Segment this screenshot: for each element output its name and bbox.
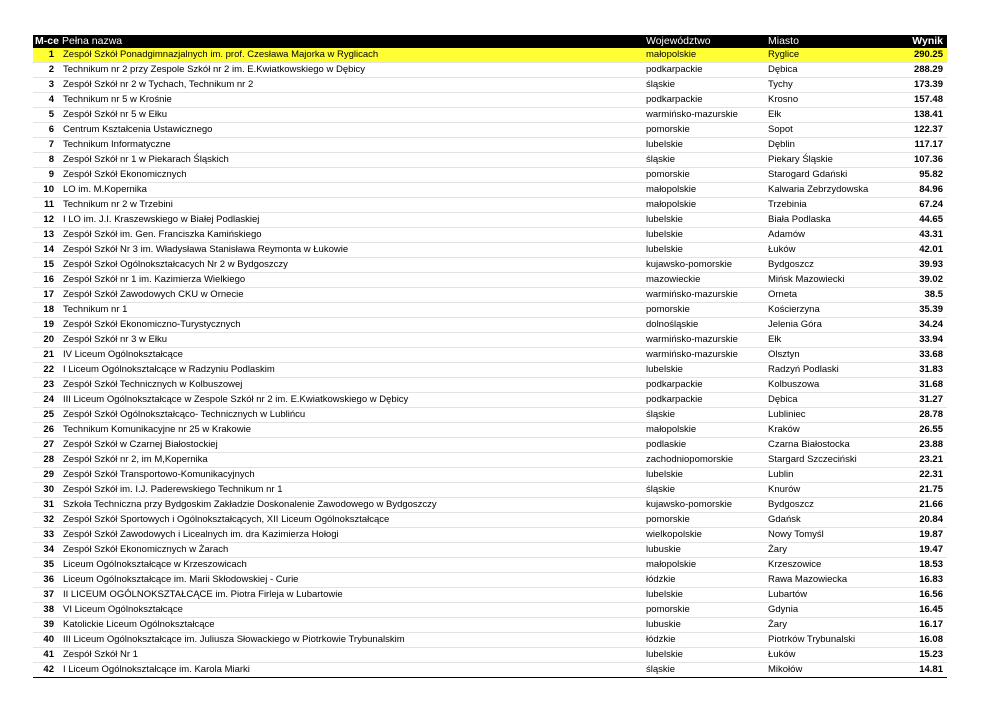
row-name: Zespół Szkół Zawodowych CKU w Ornecie [60,288,644,303]
row-name: Zespół Szkół nr 1 w Piekarach Śląskich [60,153,644,168]
row-rank: 39 [33,618,60,633]
row-name: Zespół Szkół nr 2 w Tychach, Technikum nr 2 [60,78,644,93]
row-voivodeship: lubelskie [644,243,766,258]
table-row [33,138,947,153]
row-rank: 42 [33,663,60,678]
table-header [33,35,947,48]
row-city: Mikołów [766,663,904,678]
row-voivodeship: małopolskie [644,198,766,213]
row-rank: 37 [33,588,60,603]
row-voivodeship: lubelskie [644,213,766,228]
row-name: Zespół Szkół Technicznych w Kolbuszowej [60,378,644,393]
row-name: Zespół Szkół w Czarnej Białostockiej [60,438,644,453]
row-name: Katolickie Liceum Ogólnokształcące [60,618,644,633]
row-city: Żary [766,618,904,633]
row-city: Gdynia [766,603,904,618]
row-name: Zespół Szkoł Ogólnokształcacych Nr 2 w Bydgoszczy [60,258,644,273]
row-rank: 17 [33,288,60,303]
row-voivodeship: mazowieckie [644,273,766,288]
row-rank: 18 [33,303,60,318]
row-name: III Liceum Ogólnokształcące im. Juliusza Słowackiego w Piotrkowie Trybunalskim [60,633,644,648]
row-name: I Liceum Ogólnokształcące im. Karola Miarki [60,663,644,678]
table-row [33,183,947,198]
row-rank: 29 [33,468,60,483]
row-name: Liceum Ogólnokształcące w Krzeszowicach [60,558,644,573]
row-rank: 13 [33,228,60,243]
row-city: Ełk [766,108,904,123]
table-row [33,513,947,528]
row-rank: 21 [33,348,60,363]
row-city: Gdańsk [766,513,904,528]
row-name: Zespół Szkół nr 1 im. Kazimierza Wielkiego [60,273,644,288]
row-voivodeship: śląskie [644,78,766,93]
row-name: Technikum nr 2 w Trzebini [60,198,644,213]
row-name: Zespół Szkół im. I.J. Paderewskiego Technikum nr 1 [60,483,644,498]
row-name: VI Liceum Ogólnokształcące [60,603,644,618]
row-rank: 16 [33,273,60,288]
row-rank: 22 [33,363,60,378]
table-row [33,318,947,333]
row-score: 42.01 [904,243,947,258]
row-score: 43.31 [904,228,947,243]
row-rank: 31 [33,498,60,513]
row-name: Zespół Szkół Ogólnokształcąco- Technicznych w Lublińcu [60,408,644,423]
row-city: Kolbuszowa [766,378,904,393]
row-voivodeship: lubuskie [644,618,766,633]
table-row [33,573,947,588]
row-rank: 40 [33,633,60,648]
row-voivodeship: lubelskie [644,648,766,663]
table-row [33,588,947,603]
row-name: Zespół Szkół Ekonomicznych [60,168,644,183]
row-score: 15.23 [904,648,947,663]
row-city: Ełk [766,333,904,348]
row-rank: 12 [33,213,60,228]
row-name: Zespół Szkół Zawodowych i Licealnych im. dra Kazimierza Hołogi [60,528,644,543]
row-score: 138.41 [904,108,947,123]
row-score: 16.45 [904,603,947,618]
row-score: 84.96 [904,183,947,198]
table-row [33,348,947,363]
row-name: Zespół Szkół nr 5 w Ełku [60,108,644,123]
row-voivodeship: zachodniopomorskie [644,453,766,468]
header-score: Wynik [912,35,943,47]
row-name: I LO im. J.I. Kraszewskiego w Białej Podlaskiej [60,213,644,228]
row-voivodeship: małopolskie [644,558,766,573]
row-city: Dębica [766,393,904,408]
row-rank: 35 [33,558,60,573]
row-score: 288.29 [904,63,947,78]
row-voivodeship: lubelskie [644,138,766,153]
row-rank: 14 [33,243,60,258]
row-city: Biała Podlaska [766,213,904,228]
table-row [33,393,947,408]
row-score: 38.5 [904,288,947,303]
row-name: Zespół Szkół Ponadgimnazjalnych im. prof. Czesława Majorka w Ryglicach [60,48,644,63]
table-row [33,423,947,438]
header-city: Miasto [768,35,799,47]
row-voivodeship: warmińsko-mazurskie [644,348,766,363]
table-row [33,288,947,303]
row-voivodeship: małopolskie [644,423,766,438]
row-score: 20.84 [904,513,947,528]
row-voivodeship: łódzkie [644,573,766,588]
row-city: Lubliniec [766,408,904,423]
row-voivodeship: lubelskie [644,588,766,603]
row-voivodeship: dolnośląskie [644,318,766,333]
row-rank: 8 [33,153,60,168]
row-score: 35.39 [904,303,947,318]
table-row [33,213,947,228]
row-score: 22.31 [904,468,947,483]
row-name: Zespół Szkół nr 2, im M,Kopernika [60,453,644,468]
row-rank: 24 [33,393,60,408]
row-name: Zespół Szkół Transportowo-Komunikacyjnych [60,468,644,483]
row-voivodeship: małopolskie [644,48,766,63]
table-row [33,93,947,108]
ranking-sheet [33,35,947,678]
table-row [33,528,947,543]
table-row [33,483,947,498]
row-rank: 33 [33,528,60,543]
table-row [33,108,947,123]
row-name: Centrum Kształcenia Ustawicznego [60,123,644,138]
row-voivodeship: podkarpackie [644,63,766,78]
row-score: 117.17 [904,138,947,153]
row-rank: 4 [33,93,60,108]
row-name: Zespół Szkół Nr 3 im. Władysława Stanisława Reymonta w Łukowie [60,243,644,258]
table-row [33,333,947,348]
row-score: 21.66 [904,498,947,513]
row-score: 28.78 [904,408,947,423]
row-city: Kościerzyna [766,303,904,318]
row-name: Zespół Szkół Nr 1 [60,648,644,663]
row-rank: 41 [33,648,60,663]
table-row [33,243,947,258]
row-voivodeship: lubelskie [644,468,766,483]
table-row [33,633,947,648]
row-score: 157.48 [904,93,947,108]
row-city: Krzeszowice [766,558,904,573]
row-rank: 5 [33,108,60,123]
row-rank: 19 [33,318,60,333]
row-voivodeship: podkarpackie [644,393,766,408]
row-voivodeship: lubuskie [644,543,766,558]
row-city: Olsztyn [766,348,904,363]
row-city: Rawa Mazowiecka [766,573,904,588]
row-score: 16.17 [904,618,947,633]
row-name: Zespół Szkół Ekonomiczno-Turystycznych [60,318,644,333]
row-voivodeship: śląskie [644,483,766,498]
row-name: I Liceum Ogólnokształcące w Radzyniu Podlaskim [60,363,644,378]
row-city: Lublin [766,468,904,483]
table-row [33,258,947,273]
table-row [33,168,947,183]
row-voivodeship: śląskie [644,663,766,678]
row-city: Piekary Śląskie [766,153,904,168]
row-name: II LICEUM OGÓLNOKSZTAŁCĄCE im. Piotra Firleja w Lubartowie [60,588,644,603]
row-score: 19.47 [904,543,947,558]
table-row [33,228,947,243]
row-score: 16.56 [904,588,947,603]
row-voivodeship: łódzkie [644,633,766,648]
row-city: Ryglice [766,48,904,63]
row-voivodeship: warmińsko-mazurskie [644,288,766,303]
row-voivodeship: lubelskie [644,363,766,378]
table-row [33,123,947,138]
row-city: Sopot [766,123,904,138]
row-score: 34.24 [904,318,947,333]
table-row [33,303,947,318]
row-voivodeship: małopolskie [644,183,766,198]
row-score: 23.88 [904,438,947,453]
row-score: 44.65 [904,213,947,228]
row-city: Knurów [766,483,904,498]
row-rank: 20 [33,333,60,348]
table-row [33,618,947,633]
row-rank: 27 [33,438,60,453]
row-name: Technikum nr 1 [60,303,644,318]
row-score: 26.55 [904,423,947,438]
row-city: Piotrków Trybunalski [766,633,904,648]
row-rank: 6 [33,123,60,138]
row-city: Łuków [766,243,904,258]
row-city: Czarna Białostocka [766,438,904,453]
row-voivodeship: warmińsko-mazurskie [644,108,766,123]
table-row [33,603,947,618]
row-score: 33.94 [904,333,947,348]
row-score: 33.68 [904,348,947,363]
row-score: 122.37 [904,123,947,138]
table-row [33,78,947,93]
row-score: 16.83 [904,573,947,588]
table-row [33,408,947,423]
row-rank: 25 [33,408,60,423]
table-row [33,498,947,513]
row-rank: 15 [33,258,60,273]
row-city: Kalwaria Zebrzydowska [766,183,904,198]
table-row [33,48,947,63]
row-name: Technikum nr 5 w Krośnie [60,93,644,108]
row-name: Zespół Szkół Ekonomicznych w Żarach [60,543,644,558]
header-name: Pełna nazwa [62,35,123,47]
row-score: 31.68 [904,378,947,393]
header-voivodeship: Województwo [646,35,711,47]
row-rank: 30 [33,483,60,498]
table-row [33,153,947,168]
row-rank: 34 [33,543,60,558]
row-score: 23.21 [904,453,947,468]
row-voivodeship: pomorskie [644,168,766,183]
row-voivodeship: pomorskie [644,123,766,138]
table-row [33,543,947,558]
row-score: 18.53 [904,558,947,573]
row-voivodeship: śląskie [644,153,766,168]
table-row [33,363,947,378]
row-city: Lubartów [766,588,904,603]
row-score: 39.02 [904,273,947,288]
row-rank: 2 [33,63,60,78]
row-score: 95.82 [904,168,947,183]
row-city: Jelenia Góra [766,318,904,333]
row-voivodeship: podkarpackie [644,378,766,393]
header-rank: M-ce [35,35,59,47]
table-body [33,48,947,678]
row-city: Nowy Tomyśl [766,528,904,543]
row-rank: 26 [33,423,60,438]
row-city: Krosno [766,93,904,108]
table-row [33,468,947,483]
row-voivodeship: pomorskie [644,303,766,318]
row-name: Technikum Komunikacyjne nr 25 w Krakowie [60,423,644,438]
row-voivodeship: pomorskie [644,513,766,528]
table-row [33,648,947,663]
row-city: Orneta [766,288,904,303]
row-score: 67.24 [904,198,947,213]
row-name: Szkoła Techniczna przy Bydgoskim Zakładzie Doskonalenie Zawodowego w Bydgoszczy [60,498,644,513]
row-city: Tychy [766,78,904,93]
table-row [33,273,947,288]
row-voivodeship: śląskie [644,408,766,423]
row-name: Zespół Szkół Sportowych i Ogólnokształcących, XII Liceum Ogólnokształcące [60,513,644,528]
row-score: 21.75 [904,483,947,498]
row-city: Mińsk Mazowiecki [766,273,904,288]
row-name: IV Liceum Ogólnokształcące [60,348,644,363]
row-voivodeship: podkarpackie [644,93,766,108]
row-city: Bydgoszcz [766,258,904,273]
row-score: 14.81 [904,663,947,678]
row-city: Łuków [766,648,904,663]
row-voivodeship: wielkopolskie [644,528,766,543]
row-score: 19.87 [904,528,947,543]
row-score: 290.25 [904,48,947,63]
row-name: LO im. M.Kopernika [60,183,644,198]
table-row [33,63,947,78]
row-name: Liceum Ogólnokształcące im. Marii Skłodowskiej - Curie [60,573,644,588]
table-row [33,663,947,678]
ranking-table [33,35,947,678]
row-city: Dębica [766,63,904,78]
row-score: 31.83 [904,363,947,378]
row-city: Bydgoszcz [766,498,904,513]
row-city: Żary [766,543,904,558]
row-voivodeship: lubelskie [644,228,766,243]
table-row [33,378,947,393]
row-city: Dęblin [766,138,904,153]
row-voivodeship: kujawsko-pomorskie [644,498,766,513]
row-rank: 11 [33,198,60,213]
table-row [33,198,947,213]
row-city: Kraków [766,423,904,438]
row-city: Radzyń Podlaski [766,363,904,378]
row-name: Zespół Szkół im. Gen. Franciszka Kamińskiego [60,228,644,243]
row-city: Starogard Gdański [766,168,904,183]
row-rank: 23 [33,378,60,393]
row-name: III Liceum Ogólnokształcące w Zespole Szkół nr 2 im. E.Kwiatkowskiego w Dębicy [60,393,644,408]
row-score: 39.93 [904,258,947,273]
row-city: Stargard Szczeciński [766,453,904,468]
table-row [33,558,947,573]
row-score: 173.39 [904,78,947,93]
row-rank: 38 [33,603,60,618]
row-rank: 28 [33,453,60,468]
row-voivodeship: warmińsko-mazurskie [644,333,766,348]
row-voivodeship: podlaskie [644,438,766,453]
row-score: 31.27 [904,393,947,408]
row-rank: 36 [33,573,60,588]
row-name: Technikum Informatyczne [60,138,644,153]
row-rank: 3 [33,78,60,93]
row-city: Trzebinia [766,198,904,213]
table-row [33,438,947,453]
row-name: Technikum nr 2 przy Zespole Szkół nr 2 im. E.Kwiatkowskiego w Dębicy [60,63,644,78]
row-rank: 1 [33,48,60,63]
row-voivodeship: kujawsko-pomorskie [644,258,766,273]
row-score: 16.08 [904,633,947,648]
row-rank: 32 [33,513,60,528]
row-name: Zespół Szkół nr 3 w Ełku [60,333,644,348]
header-row [33,35,947,48]
row-rank: 10 [33,183,60,198]
row-score: 107.36 [904,153,947,168]
row-rank: 9 [33,168,60,183]
row-city: Adamów [766,228,904,243]
row-voivodeship: pomorskie [644,603,766,618]
row-rank: 7 [33,138,60,153]
table-row [33,453,947,468]
